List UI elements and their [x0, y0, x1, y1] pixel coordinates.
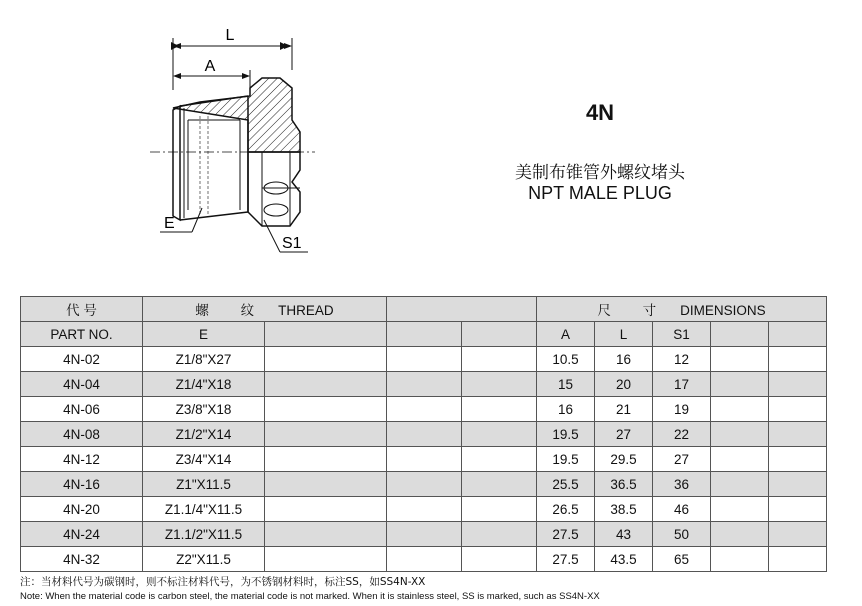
cell-empty: [387, 472, 462, 497]
cell-empty: [769, 472, 827, 497]
table-row: [21, 522, 827, 547]
header-col-s1: S1: [653, 322, 711, 347]
cell-empty: [769, 522, 827, 547]
cell-empty: [387, 497, 462, 522]
cell-s1: 36: [653, 472, 711, 497]
cell-empty: [462, 397, 537, 422]
cell-s1: 22: [653, 422, 711, 447]
cell-empty: [265, 397, 387, 422]
cell-s1: 50: [653, 522, 711, 547]
header-thread: [143, 297, 387, 322]
cell-empty: [769, 497, 827, 522]
header-row-2: [21, 322, 827, 347]
header-dimensions: [537, 297, 827, 322]
cell-empty: [265, 497, 387, 522]
cell-empty: [387, 522, 462, 547]
note-cn: 注：当材料代号为碳钢时，则不标注材料代号，为不锈钢材料时，标注SS，如SS4N-XX: [20, 576, 426, 588]
cell-empty: [711, 497, 769, 522]
cell-thread: Z1.1/4"X11.5: [143, 497, 265, 522]
cell-empty: [711, 447, 769, 472]
cell-a: 10.5: [537, 347, 595, 372]
cell-part: 4N-20: [21, 497, 143, 522]
cell-empty: [265, 472, 387, 497]
cell-s1: 65: [653, 547, 711, 572]
cell-l: 38.5: [595, 497, 653, 522]
dim-label-a: A: [204, 58, 216, 75]
cell-l: 43.5: [595, 547, 653, 572]
table-row: [21, 447, 827, 472]
table-row: [21, 372, 827, 397]
header-empty: [462, 322, 537, 347]
cell-thread: Z1/2"X14: [143, 422, 265, 447]
cell-empty: [387, 347, 462, 372]
cell-a: 25.5: [537, 472, 595, 497]
header-col-a: A: [537, 322, 595, 347]
header-dim-cn: 尺 寸: [597, 303, 671, 318]
cell-l: 29.5: [595, 447, 653, 472]
cell-empty: [769, 397, 827, 422]
cell-empty: [265, 347, 387, 372]
table-row: [21, 547, 827, 572]
cell-empty: [265, 422, 387, 447]
product-name-cn: 美制布锥管外螺纹堵头: [515, 163, 685, 183]
cell-s1: 19: [653, 397, 711, 422]
cell-empty: [462, 347, 537, 372]
cell-empty: [387, 422, 462, 447]
cell-empty: [462, 547, 537, 572]
dim-label-e: E: [164, 215, 175, 232]
cell-a: 27.5: [537, 547, 595, 572]
cell-l: 27: [595, 422, 653, 447]
cell-empty: [711, 372, 769, 397]
cell-empty: [265, 372, 387, 397]
cell-thread: Z2"X11.5: [143, 547, 265, 572]
cell-empty: [769, 372, 827, 397]
cell-a: 19.5: [537, 447, 595, 472]
cell-empty: [387, 372, 462, 397]
header-blank: [387, 297, 537, 322]
header-empty: [711, 322, 769, 347]
cell-part: 4N-04: [21, 372, 143, 397]
cell-empty: [265, 447, 387, 472]
cell-thread: Z3/8"X18: [143, 397, 265, 422]
header-row-1: [21, 297, 827, 322]
cell-empty: [711, 472, 769, 497]
cell-empty: [265, 522, 387, 547]
cell-empty: [711, 397, 769, 422]
product-name-en: NPT MALE PLUG: [528, 183, 672, 203]
cell-s1: 27: [653, 447, 711, 472]
cell-l: 43: [595, 522, 653, 547]
product-code: 4N: [585, 100, 615, 125]
cell-empty: [711, 547, 769, 572]
header-empty: [265, 322, 387, 347]
cell-s1: 17: [653, 372, 711, 397]
table-row: [21, 422, 827, 447]
header-thread-cn: 螺 纹: [195, 303, 269, 318]
cell-a: 26.5: [537, 497, 595, 522]
cell-s1: 46: [653, 497, 711, 522]
cell-empty: [769, 422, 827, 447]
cell-part: 4N-16: [21, 472, 143, 497]
cell-empty: [387, 397, 462, 422]
table-row: [21, 397, 827, 422]
cell-empty: [769, 547, 827, 572]
dim-label-s1: S1: [282, 235, 302, 252]
cell-empty: [387, 447, 462, 472]
table-row: [21, 347, 827, 372]
cell-thread: Z3/4"X14: [143, 447, 265, 472]
cell-empty: [711, 422, 769, 447]
cell-empty: [265, 547, 387, 572]
cell-part: 4N-06: [21, 397, 143, 422]
table-row: [21, 472, 827, 497]
header-part-cn: 代 号: [21, 297, 143, 322]
cell-a: 19.5: [537, 422, 595, 447]
cell-empty: [462, 497, 537, 522]
spec-table: [20, 296, 827, 572]
cell-l: 16: [595, 347, 653, 372]
cell-empty: [769, 347, 827, 372]
cell-empty: [462, 372, 537, 397]
cell-empty: [462, 472, 537, 497]
plug-technical-drawing: [140, 20, 330, 270]
table-row: [21, 497, 827, 522]
cell-l: 20: [595, 372, 653, 397]
cell-empty: [711, 522, 769, 547]
cell-empty: [462, 522, 537, 547]
cell-a: 16: [537, 397, 595, 422]
cell-empty: [711, 347, 769, 372]
cell-a: 15: [537, 372, 595, 397]
cell-s1: 12: [653, 347, 711, 372]
cell-empty: [462, 447, 537, 472]
header-col-e: E: [143, 322, 265, 347]
header-thread-en: THREAD: [278, 303, 334, 318]
header-dim-en: DIMENSIONS: [680, 303, 766, 318]
cell-part: 4N-32: [21, 547, 143, 572]
header-empty: [769, 322, 827, 347]
cell-thread: Z1/8"X27: [143, 347, 265, 372]
cell-thread: Z1.1/2"X11.5: [143, 522, 265, 547]
dim-label-l: L: [225, 27, 235, 44]
cell-part: 4N-24: [21, 522, 143, 547]
cell-empty: [769, 447, 827, 472]
cell-empty: [387, 547, 462, 572]
cell-thread: Z1/4"X18: [143, 372, 265, 397]
cell-empty: [462, 422, 537, 447]
header-empty: [387, 322, 462, 347]
cell-l: 36.5: [595, 472, 653, 497]
cell-l: 21: [595, 397, 653, 422]
cell-a: 27.5: [537, 522, 595, 547]
cell-part: 4N-12: [21, 447, 143, 472]
header-part-en: PART NO.: [21, 322, 143, 347]
cell-thread: Z1"X11.5: [143, 472, 265, 497]
cell-part: 4N-08: [21, 422, 143, 447]
cell-part: 4N-02: [21, 347, 143, 372]
header-col-l: L: [595, 322, 653, 347]
note-en: Note: When the material code is carbon steel, the material code is not marked. When it is stainless steel, SS is marked, such as SS4N-XX: [20, 591, 600, 602]
